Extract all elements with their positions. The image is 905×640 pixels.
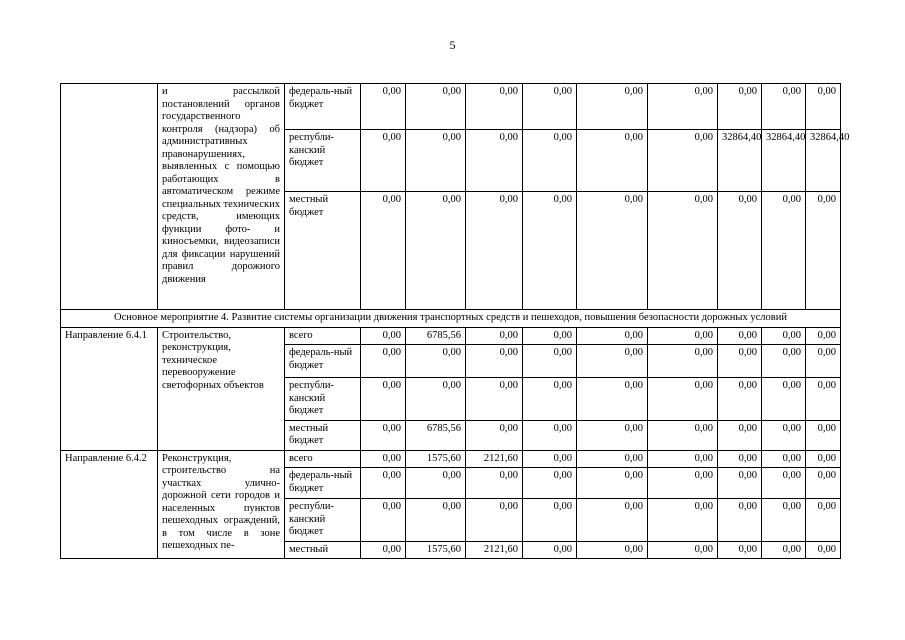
page-number: 5 [449,38,456,52]
table-row [61,84,841,130]
value-cell: 0,00 [762,420,806,450]
value-cell: 0,00 [466,192,523,310]
value-cell: 0,00 [806,450,841,468]
value-cell: 0,00 [648,378,718,421]
value-cell: 1575,60 [406,450,466,468]
funding-source-cell: местный бюджет [285,420,361,450]
value-cell: 0,00 [361,192,406,310]
value-cell: 0,00 [648,420,718,450]
value-cell: 0,00 [762,84,806,130]
value-cell: 0,00 [523,345,577,378]
value-cell: 0,00 [648,541,718,559]
funding-source-cell: федераль-ный бюджет [285,345,361,378]
direction-cell: Направление 6.4.2 [61,450,158,559]
value-cell: 0,00 [361,345,406,378]
value-cell: 0,00 [406,130,466,192]
main-activity-banner: Основное мероприятие 4. Развитие системы организации движения транспортных средств и пешеходов, повышения безопасности дорожных условий [61,310,841,328]
value-cell: 0,00 [466,345,523,378]
value-cell: 0,00 [523,420,577,450]
value-cell: 0,00 [806,541,841,559]
value-cell: 0,00 [806,499,841,542]
value-cell: 0,00 [361,541,406,559]
funding-source-cell: федераль-ный бюджет [285,84,361,130]
value-cell: 0,00 [718,541,762,559]
funding-source-cell: республи-канский бюджет [285,378,361,421]
description-cell: Реконструкция, строительство на участках улично-дорожной сети городов и населенных пунктов пешеходных ограждений, в том числе в зоне пешеходных пе- [158,450,285,559]
funding-source-cell: всего [285,327,361,345]
table-row [61,450,841,468]
value-cell: 0,00 [577,499,648,542]
value-cell: 0,00 [648,130,718,192]
value-cell: 0,00 [762,450,806,468]
banner-row [61,310,841,328]
value-cell: 0,00 [466,499,523,542]
value-cell: 0,00 [718,378,762,421]
value-cell: 0,00 [762,327,806,345]
value-cell: 0,00 [577,541,648,559]
direction-cell: Направление 6.4.1 [61,327,158,450]
value-cell: 0,00 [523,378,577,421]
value-cell: 0,00 [762,468,806,499]
value-cell: 0,00 [361,450,406,468]
value-cell: 0,00 [648,468,718,499]
value-cell: 32864,40 [806,130,841,192]
value-cell: 0,00 [806,468,841,499]
value-cell: 0,00 [648,84,718,130]
value-cell: 0,00 [577,468,648,499]
value-cell: 6785,56 [406,420,466,450]
value-cell: 0,00 [718,420,762,450]
funding-source-cell: местный бюджет [285,192,361,310]
value-cell: 0,00 [648,345,718,378]
value-cell: 0,00 [466,327,523,345]
value-cell: 32864,40 [762,130,806,192]
value-cell: 0,00 [361,327,406,345]
value-cell: 2121,60 [466,450,523,468]
value-cell: 0,00 [577,130,648,192]
value-cell: 0,00 [806,420,841,450]
value-cell: 2121,60 [466,541,523,559]
value-cell: 0,00 [577,192,648,310]
table-row [61,327,841,345]
value-cell: 0,00 [577,378,648,421]
value-cell: 0,00 [406,468,466,499]
value-cell: 6785,56 [406,327,466,345]
value-cell: 0,00 [762,345,806,378]
value-cell: 0,00 [718,468,762,499]
value-cell: 0,00 [523,450,577,468]
value-cell: 0,00 [406,345,466,378]
value-cell: 0,00 [806,378,841,421]
value-cell: 0,00 [523,84,577,130]
budget-table [60,83,850,559]
funding-source-cell: республи-канский бюджет [285,499,361,542]
value-cell: 32864,40 [718,130,762,192]
value-cell: 0,00 [466,84,523,130]
value-cell: 0,00 [648,450,718,468]
value-cell: 0,00 [523,130,577,192]
value-cell: 0,00 [523,327,577,345]
funding-source-cell: местный [285,541,361,559]
value-cell: 0,00 [648,192,718,310]
value-cell: 0,00 [577,327,648,345]
value-cell: 0,00 [806,345,841,378]
value-cell: 0,00 [406,499,466,542]
value-cell: 0,00 [406,192,466,310]
value-cell: 0,00 [806,84,841,130]
value-cell: 0,00 [718,192,762,310]
table-body [61,84,850,559]
value-cell: 0,00 [361,499,406,542]
value-cell: 0,00 [718,84,762,130]
value-cell: 0,00 [406,84,466,130]
value-cell: 0,00 [648,499,718,542]
description-cell: и рассылкой постановлений органов государственного контроля (надзора) об административных правонарушениях, выявленных с помощью работающих в автоматическом режиме специальных технических средств, имеющих функции фото- и киносъемки, видеозаписи для фиксации нарушений правил дорожного движения [158,84,285,310]
funding-source-cell: федераль-ный бюджет [285,468,361,499]
value-cell: 0,00 [361,468,406,499]
funding-source-cell: республи-канский бюджет [285,130,361,192]
value-cell: 0,00 [523,541,577,559]
value-cell: 0,00 [361,84,406,130]
value-cell: 0,00 [466,420,523,450]
value-cell: 0,00 [762,499,806,542]
value-cell: 1575,60 [406,541,466,559]
value-cell: 0,00 [718,450,762,468]
value-cell: 0,00 [718,499,762,542]
value-cell: 0,00 [523,192,577,310]
value-cell: 0,00 [718,345,762,378]
value-cell: 0,00 [361,420,406,450]
value-cell: 0,00 [577,450,648,468]
value-cell: 0,00 [762,378,806,421]
value-cell: 0,00 [577,84,648,130]
value-cell: 0,00 [466,468,523,499]
value-cell: 0,00 [523,499,577,542]
value-cell: 0,00 [361,130,406,192]
direction-cell [61,84,158,310]
value-cell: 0,00 [762,192,806,310]
value-cell: 0,00 [577,345,648,378]
value-cell: 0,00 [806,192,841,310]
description-cell: Строительство, реконструкция, техническое перевооружение светофорных объектов [158,327,285,450]
value-cell: 0,00 [648,327,718,345]
value-cell: 0,00 [361,378,406,421]
value-cell: 0,00 [577,420,648,450]
value-cell: 0,00 [406,378,466,421]
value-cell: 0,00 [762,541,806,559]
value-cell: 0,00 [806,327,841,345]
value-cell: 0,00 [466,378,523,421]
value-cell: 0,00 [466,130,523,192]
funding-source-cell: всего [285,450,361,468]
value-cell: 0,00 [718,327,762,345]
value-cell: 0,00 [523,468,577,499]
